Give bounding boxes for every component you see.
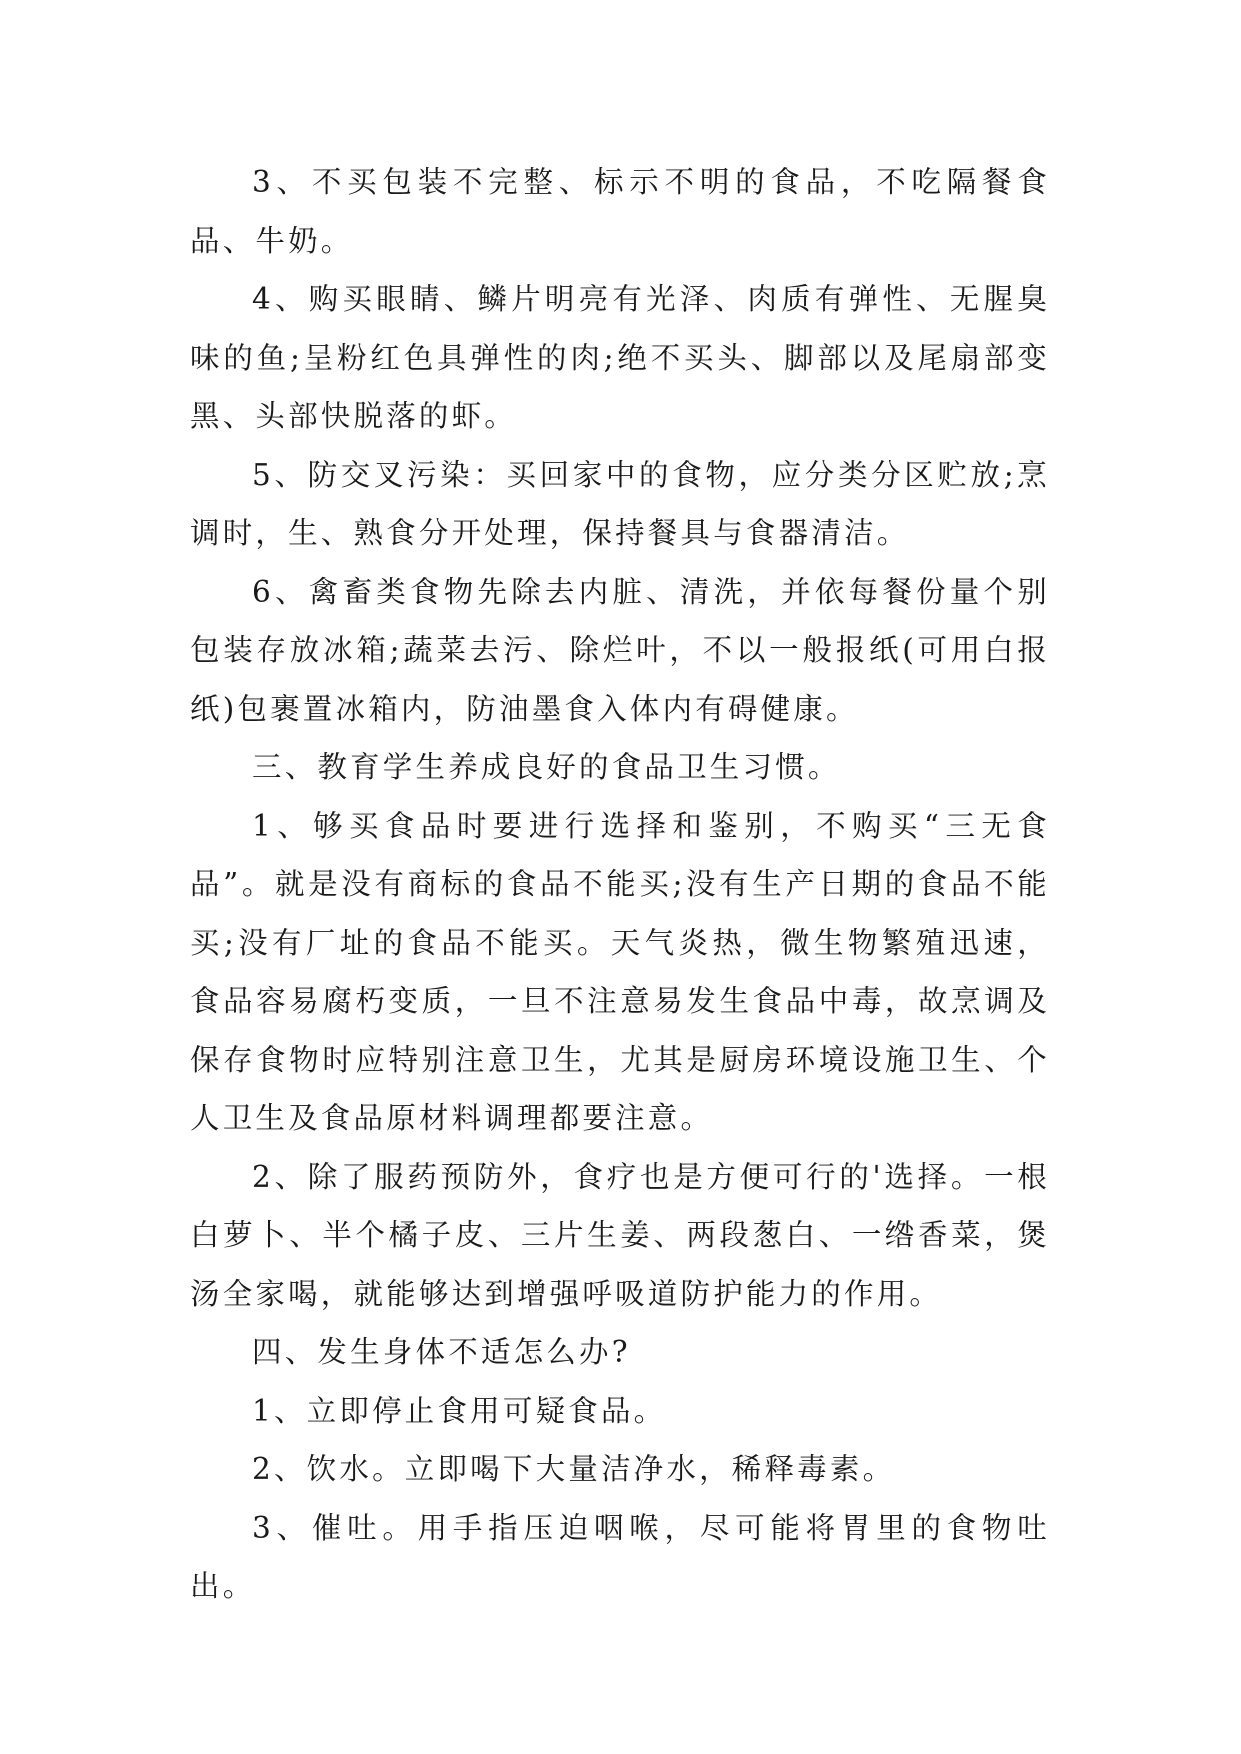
paragraph-item-6: 6、禽畜类食物先除去内脏、清洗，并依每餐份量个别包装存放冰箱;蔬菜去污、除烂叶，不以一般报纸(可用白报纸)包裹置冰箱内，防油墨食入体内有碍健康。 [190, 574, 1050, 726]
step-item-1: 1、立即停止食用可疑食品。 [252, 1393, 667, 1428]
step-item-3: 3、催吐。用手指压迫咽喉，尽可能将胃里的食物吐出。 [190, 1510, 1050, 1603]
section-heading-4: 四、发生身体不适怎么办? [252, 1335, 631, 1369]
paragraph-item-1: 1、够买食品时要进行选择和鉴别，不购买“三无食品”。就是没有商标的食品不能买;没有生产日期的食品不能买;没有厂址的食品不能买。天气炎热，微生物繁殖迅速，食品容易腐朽变质，一旦不注意易发生食品中毒，故烹调及保存食物时应特别注意卫生，尤其是厨房环境设施卫生、个人卫生及食品原材料调理都要注意。 [190, 808, 1050, 1135]
paragraph-item-3: 3、不买包装不完整、标示不明的食品，不吃隔餐食品、牛奶。 [190, 165, 1050, 258]
document-body [190, 153, 1050, 1616]
paragraph-item-2: 2、除了服药预防外，食疗也是方便可行的'选择。一根白萝卜、半个橘子皮、三片生姜、两段葱白、一绺香菜，煲汤全家喝，就能够达到增强呼吸道防护能力的作用。 [190, 1159, 1050, 1311]
section-heading-3: 三、教育学生养成良好的食品卫生习惯。 [252, 750, 841, 784]
step-item-2: 2、饮水。立即喝下大量洁净水，稀释毒素。 [252, 1452, 896, 1486]
paragraph-item-5: 5、防交叉污染：买回家中的食物，应分类分区贮放;烹调时，生、熟食分开处理，保持餐具与食器清洁。 [190, 457, 1050, 550]
paragraph-item-4: 4、购买眼睛、鳞片明亮有光泽、肉质有弹性、无腥臭味的鱼;呈粉红色具弹性的肉;绝不买头、脚部以及尾扇部变黑、头部快脱落的虾。 [190, 282, 1050, 433]
